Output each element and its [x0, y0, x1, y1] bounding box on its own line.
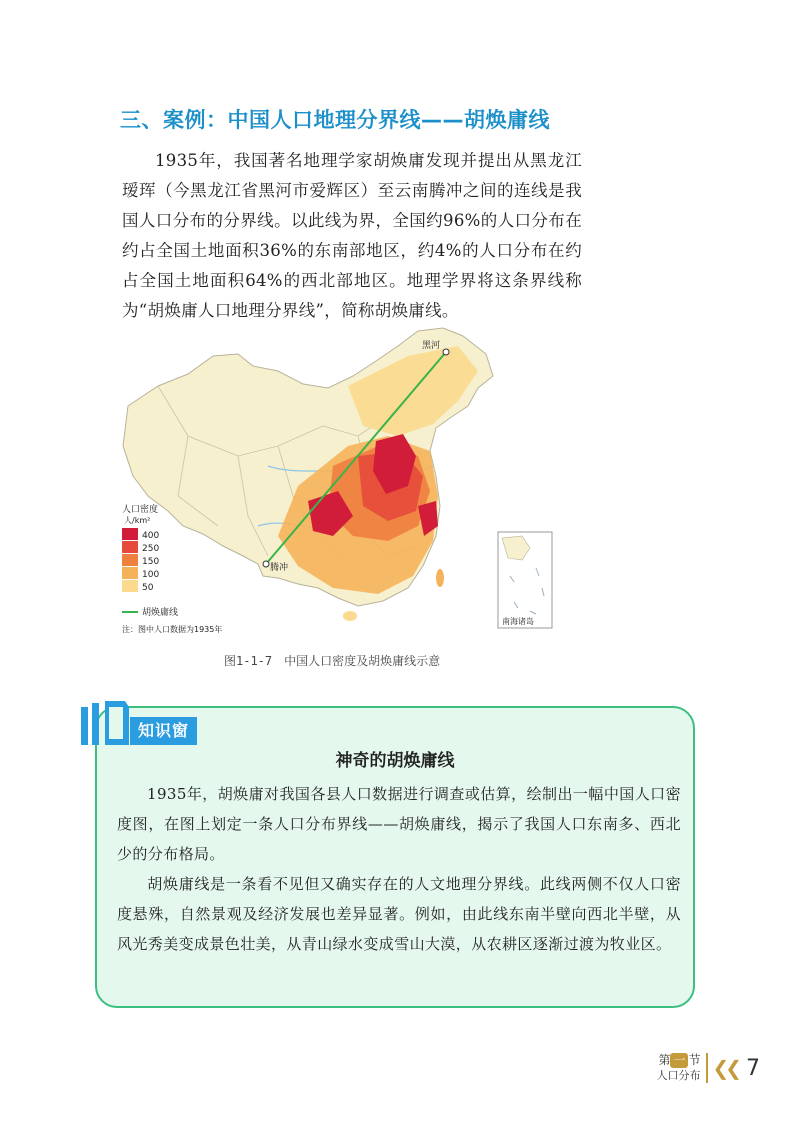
legend-label: 400 [142, 531, 160, 541]
kw-paragraph [117, 869, 681, 959]
section-prefix: 第 [658, 1053, 671, 1067]
tengchong-marker [263, 561, 269, 567]
legend-hu-line-label: 胡焕庸线 [142, 608, 179, 618]
figure-caption: 图1-1-7 中国人口密度及胡焕庸线示意 [224, 654, 441, 668]
south-china-sea-inset [498, 532, 552, 628]
taiwan-island [436, 569, 444, 587]
map-note: 注：图中人口数据为1935年 [122, 625, 223, 634]
tengchong-label: 腾冲 [270, 563, 289, 573]
legend-title: 人口密度 [122, 505, 159, 515]
legend-label: 150 [142, 557, 160, 567]
section-number: 一 [670, 1053, 688, 1068]
heihe-label: 黑河 [422, 341, 441, 351]
section-title: 三、案例：中国人口地理分界线——胡焕庸线 [120, 108, 550, 132]
legend-swatch [122, 554, 138, 566]
footer-chapter: 人口分布 [656, 1069, 701, 1082]
knowledge-window-body [117, 779, 681, 959]
legend-label: 100 [142, 570, 160, 580]
footer-divider [706, 1053, 708, 1083]
kw-paragraph-2-text: 胡焕庸线是一条看不见但又确实存在的人文地理分界线。此线两侧不仅人口密度悬殊，自然景观及经济发展也差异显著。例如，由此线东南半壁向西北半壁，从风光秀美变成景色壮美，从青山绿水变成雪山大漠，从农耕区逐渐过渡为牧业区。 [117, 875, 681, 953]
footer-section [656, 1053, 700, 1068]
section-suffix: 节 [688, 1053, 701, 1067]
legend-swatch [122, 580, 138, 592]
legend-swatch [122, 528, 138, 540]
inset-label: 南海诸岛 [502, 617, 534, 626]
china-map-svg [118, 326, 560, 650]
legend-label: 250 [142, 544, 160, 554]
legend-swatch [122, 567, 138, 579]
population-density-map [118, 326, 560, 650]
intro-paragraph [122, 146, 582, 326]
footer-text [656, 1053, 700, 1083]
page-footer [656, 1048, 760, 1088]
knowledge-window-title: 神奇的胡焕庸线 [335, 751, 455, 771]
page-number: 7 [746, 1055, 760, 1081]
knowledge-window-tab: 知识窗 [130, 717, 197, 745]
legend-swatch [122, 541, 138, 553]
kw-paragraph-1-text: 1935年，胡焕庸对我国各县人口数据进行调查或估算，绘制出一幅中国人口密度图，在图上划定一条人口分布界线——胡焕庸线，揭示了我国人口东南多、西北少的分布格局。 [117, 785, 681, 863]
heihe-marker [443, 349, 449, 355]
kw-paragraph [117, 779, 681, 869]
chevron-left-icon: ❮❮ [712, 1056, 738, 1080]
hainan-island [343, 611, 357, 621]
legend-unit: 人/km² [124, 516, 151, 525]
intro-paragraph-text: 1935年，我国著名地理学家胡焕庸发现并提出从黑龙江瑷珲（今黑龙江省黑河市爱辉区）至云南腾冲之间的连线是我国人口分布的分界线。以此线为界，全国约96%的人口分布在约占全国土地面积36%的东南部地区，约4%的人口分布在约占全国土地面积64%的西北部地区。地理学界将这条界线称为“胡焕庸人口地理分界线”，简称胡焕庸线。 [122, 151, 582, 320]
knowledge-window-icon [79, 697, 131, 749]
legend-label: 50 [142, 583, 154, 593]
